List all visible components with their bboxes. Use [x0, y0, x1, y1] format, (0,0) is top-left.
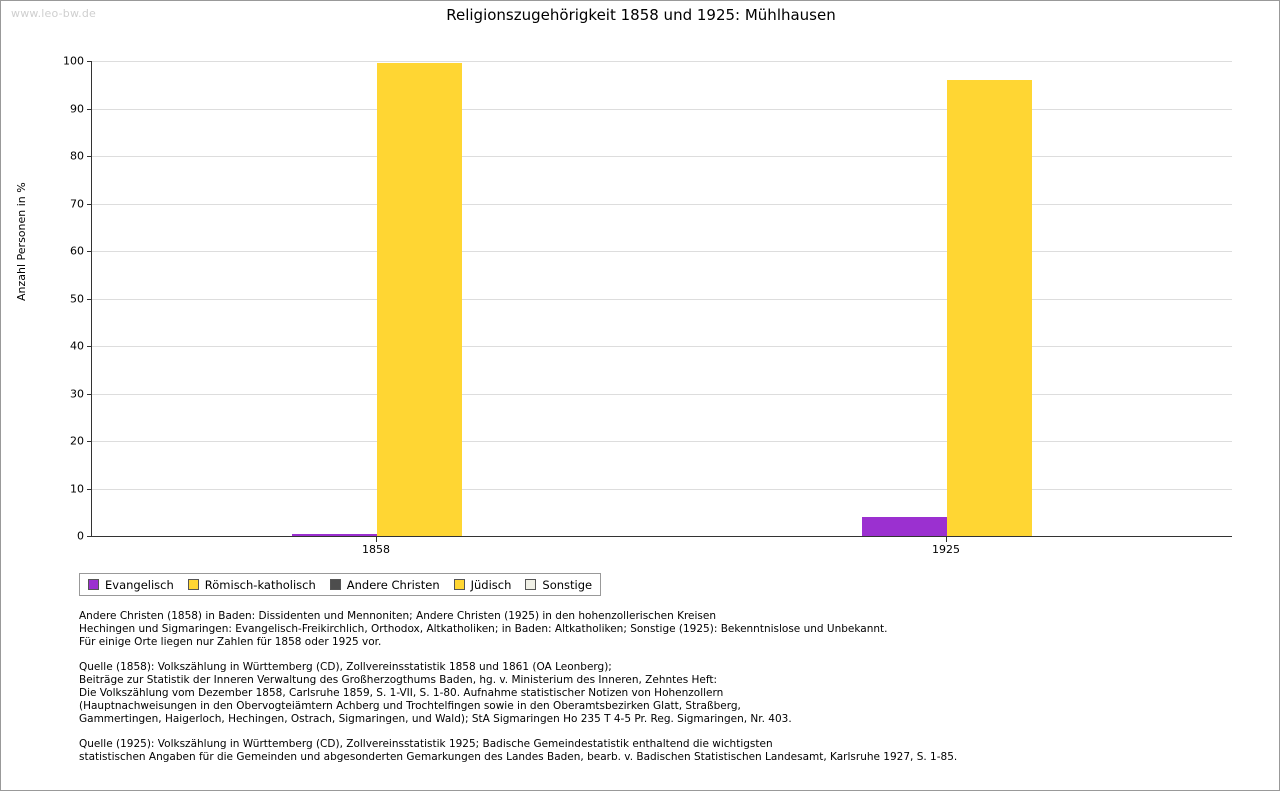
- gridline: [92, 61, 1232, 62]
- legend-swatch-icon: [454, 579, 465, 590]
- legend-label: Römisch-katholisch: [204, 577, 316, 592]
- chart-footnotes: [79, 610, 1229, 776]
- y-tick-label: 20: [70, 434, 84, 448]
- legend-label: Jüdisch: [470, 577, 512, 592]
- y-tick-mark: [87, 536, 92, 537]
- x-tick-mark: [946, 537, 947, 542]
- note-line: Quelle (1858): Volkszählung in Württemberg (CD), Zollvereinsstatistik 1858 und 1861 (OA Leonberg);: [79, 661, 612, 673]
- legend-swatch-icon: [88, 579, 99, 590]
- y-tick-label: 60: [70, 244, 84, 258]
- legend-item[interactable]: [330, 578, 440, 592]
- y-tick-label: 40: [70, 339, 84, 353]
- legend-swatch-icon: [188, 579, 199, 590]
- bar-evangelisch-1925: [862, 517, 947, 536]
- plot-area: [63, 54, 1232, 543]
- y-axis-label: Anzahl Personen in %: [15, 182, 28, 301]
- chart-legend: [79, 573, 601, 596]
- note-line: Gammertingen, Haigerloch, Hechingen, Ostrach, Sigmaringen, und Wald); StA Sigmaringen Ho 235 T 4-5 Pr. Reg. Sigmaringen, Nr. 403.: [79, 713, 792, 725]
- gridline: [92, 299, 1232, 300]
- gridline: [92, 346, 1232, 347]
- y-tick-mark: [87, 489, 92, 490]
- watermark: www.leo-bw.de: [11, 7, 97, 20]
- legend-item[interactable]: [188, 578, 316, 592]
- y-tick-label: 50: [70, 292, 84, 305]
- legend-label: Evangelisch: [105, 577, 174, 592]
- y-tick-mark: [87, 109, 92, 110]
- legend-item[interactable]: [88, 578, 174, 592]
- y-tick-mark: [87, 441, 92, 442]
- y-tick-label: 70: [70, 197, 84, 210]
- y-tick-label: 80: [70, 149, 84, 163]
- bar-j-disch-1925: [947, 80, 1032, 536]
- note-line: Quelle (1925): Volkszählung in Württemberg (CD), Zollvereinsstatistik 1925; Badische Gemeindestatistik enthaltend die wichtigsten: [79, 738, 773, 750]
- x-tick-label: 1925: [932, 543, 960, 556]
- legend-swatch-icon: [525, 579, 536, 590]
- gridline: [92, 204, 1232, 205]
- gridline: [92, 536, 1232, 537]
- note-line: Für einige Orte liegen nur Zahlen für 1858 oder 1925 vor.: [79, 636, 382, 648]
- y-tick-label: 10: [70, 482, 84, 495]
- note-line: Hechingen und Sigmaringen: Evangelisch-Freikirchlich, Orthodox, Altkatholiken; in Baden: Altkatholiken; Sonstige (1925): Bekenntnislose und Unbekannt.: [79, 623, 888, 635]
- y-tick-mark: [87, 156, 92, 157]
- note-line: (Hauptnachweisungen in den Obervogteiämtern Achberg und Trochtelfingen sowie in den Oberamtsbezirken Glatt, Straßberg,: [79, 700, 741, 712]
- y-tick-mark: [87, 61, 92, 62]
- page-title: Religionszugehörigkeit 1858 und 1925: Mühlhausen: [446, 6, 836, 24]
- y-tick-label: 100: [63, 54, 84, 68]
- y-tick-label: 90: [70, 102, 84, 115]
- gridline: [92, 251, 1232, 252]
- y-tick-mark: [87, 394, 92, 395]
- legend-item[interactable]: [454, 578, 512, 592]
- gridline: [92, 441, 1232, 442]
- gridline: [92, 489, 1232, 490]
- bar-evangelisch-1858: [292, 534, 377, 536]
- legend-swatch-icon: [330, 579, 341, 590]
- note-line: Die Volkszählung vom Dezember 1858, Carlsruhe 1859, S. 1-VII, S. 1-80. Aufnahme statistischer Notizen von Hohenzollern: [79, 687, 724, 699]
- y-tick-label: 30: [70, 387, 84, 400]
- note-line: Beiträge zur Statistik der Inneren Verwaltung des Großherzogthums Baden, hg. v. Ministerium des Inneren, Zehntes Heft:: [79, 674, 718, 686]
- x-tick-label: 1858: [362, 543, 390, 556]
- y-tick-mark: [87, 299, 92, 300]
- y-tick-mark: [87, 204, 92, 205]
- x-tick-mark: [376, 537, 377, 542]
- note-line: statistischen Angaben für die Gemeinden und abgesonderten Gemarkungen des Landes Baden, bearb. v. Badischen Statistischen Landesamt, Karlsruhe 1927, S. 1-85.: [79, 751, 958, 763]
- legend-item[interactable]: [525, 578, 592, 592]
- gridline: [92, 394, 1232, 395]
- note-block: [79, 661, 1229, 726]
- note-block: [79, 610, 1229, 649]
- gridline: [92, 156, 1232, 157]
- note-line: Andere Christen (1858) in Baden: Dissidenten und Mennoniten; Andere Christen (1925) in den hohenzollerischen Kreisen: [79, 610, 716, 622]
- bar-j-disch-1858: [377, 63, 462, 536]
- legend-label: Sonstige: [542, 577, 593, 592]
- gridline: [92, 109, 1232, 110]
- note-block: [79, 738, 1229, 764]
- y-tick-mark: [87, 251, 92, 252]
- y-tick-label: 0: [77, 529, 84, 543]
- y-tick-mark: [87, 346, 92, 347]
- legend-label: Andere Christen: [346, 577, 440, 592]
